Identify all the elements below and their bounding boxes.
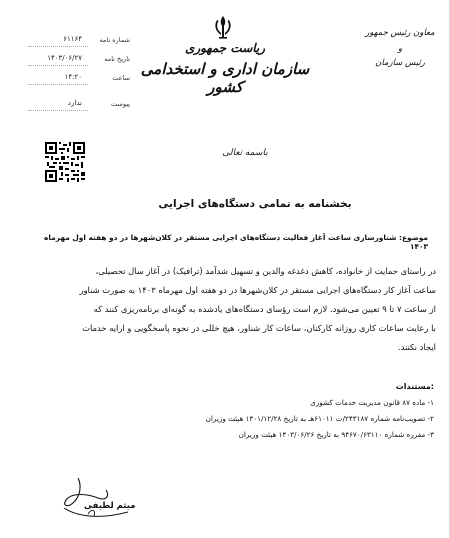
meta-attachment-value: ندارد [67, 99, 82, 107]
meta-time-label: ساعت [112, 74, 130, 82]
org-line-1: ریاست جمهوری [184, 41, 266, 55]
body-line-5: ایجاد نکنند. [397, 342, 436, 352]
meta-letter-date-value: ۱۴۰۳/۰۶/۲۷ [47, 54, 82, 62]
meta-attachment-label: پیوست [111, 100, 130, 108]
signer-name: میثم لطیفی [84, 501, 136, 511]
meta-letter-number-value: ۶۱۱۶۴ [63, 35, 82, 43]
reference-item-1: ۱- ماده ۸۷ قانون مدیریت خدمات کشوری [310, 398, 434, 407]
body-line-1: در راستای حمایت از خانواده، کاهش دغدغه والدین و تسهیل شدآمد (ترافیک) در آغاز سال تحصیلی، [95, 266, 436, 276]
org-line-2: سازمان اداری و استخدامی کشور [140, 60, 310, 96]
vp-title-line-3: رئیس سازمان [375, 58, 425, 68]
vp-title-line-1: معاون رئیس جمهور [365, 28, 435, 38]
body-text [28, 262, 436, 357]
circular-title: بخشنامه به تمامی دستگاه‌های اجرایی [158, 198, 352, 210]
bismillah-line: باسمه تعالی [222, 148, 268, 158]
reference-item-3: ۳- مقرره شماره ۹۴۶۷۰/۶۳۱۱۰ به تاریخ ۱۴۰۳/۰۶/۲۶ هیئت وزیران [238, 430, 434, 439]
body-line-4: با رعایت ساعات کاری روزانه کارکنان، ساعات کار شناور، هیچ خللی در نحوه پاسخگویی و ارایه خدمات [82, 323, 436, 333]
meta-time-value: ۱۴:۲۰ [64, 73, 82, 81]
body-line-3: از ساعت ۷ تا ۹ تعیین می‌شود. لازم است رؤسای دستگاه‌های یادشده به گونه‌ای برنامه‌ریزی کنند که [93, 304, 436, 314]
vp-title-line-2: و [397, 44, 403, 54]
meta-letter-number-label: شماره نامه [99, 36, 130, 44]
meta-letter-date-label: تاریخ نامه [104, 55, 130, 63]
references-title: مستندات: [395, 382, 434, 391]
subject-line: موضوع: شناورسازی ساعت آغاز فعالیت دستگاه‌های اجرایی مستقر در کلان‌شهرها در دو هفته اول مهرماه ۱۴۰۳ [44, 233, 428, 251]
reference-item-2: ۲- تصویب‌نامه شماره ۲۴۳۱۸۷/ت ۶۱۰۱۱هـ به تاریخ ۱۴۰۱/۱۲/۲۸ هیئت وزیران [205, 414, 434, 423]
body-line-2: ساعت آغاز کار دستگاه‌های اجرایی مستقر در کلان‌شهرها در دو هفته اول مهرماه ۱۴۰۳ به صورت شناور [79, 285, 436, 295]
iran-emblem-icon [212, 14, 234, 40]
qr-code [45, 142, 85, 182]
